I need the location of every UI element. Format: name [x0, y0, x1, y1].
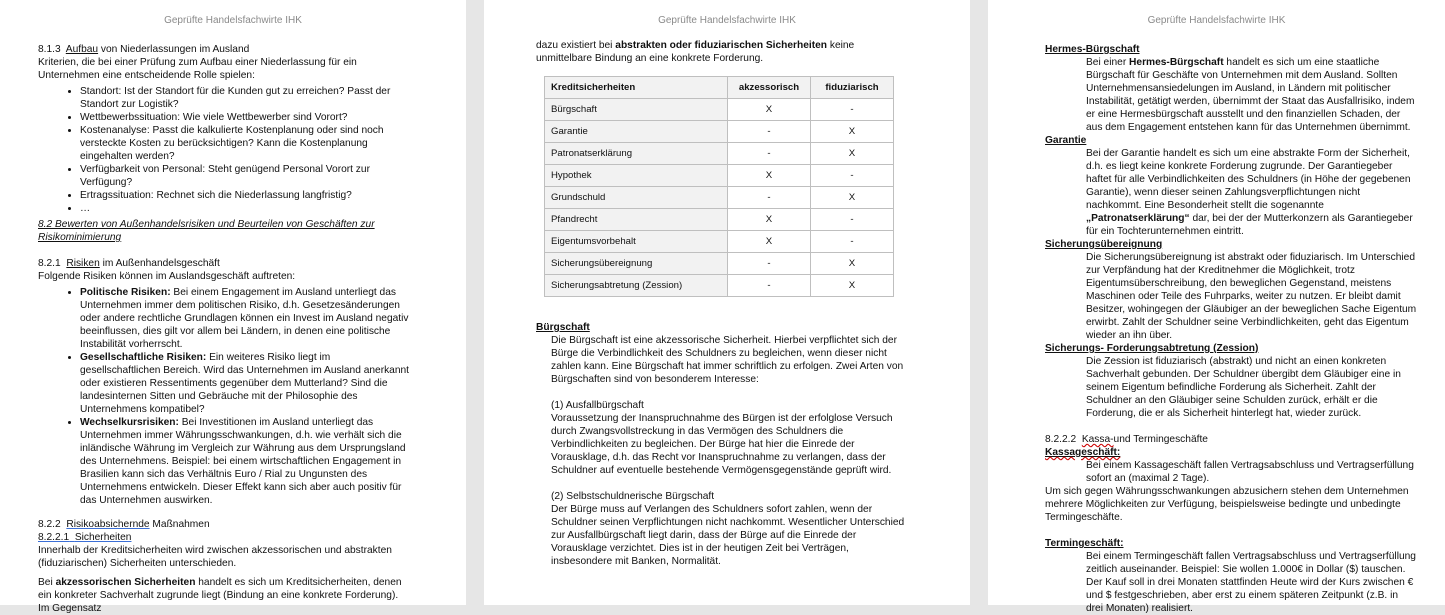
paragraph: Die Sicherungsübereignung ist abstrakt oder fiduziarisch. Im Unterschied zur Verpfändung hat der Kreditnehmer die Möglichkeit, trotz Eigentumsüberschreibung, den beweglichen Gegenstand, meistens Maschinen oder Teile des Fuhrparks, weiter zu nutzen. Er bleibt damit Besitzer, wohingegen der Gläubiger an der beweglichen Sache Eigentum erwirbt. Zahlt der Schuldner seine Verbindlichkeiten, geht das Eigentum wieder an ihn über. [1086, 252, 1417, 341]
cell: Sicherungsübereignung [545, 253, 728, 275]
list-item: • Ertragssituation: Rechnet sich die Niederlassung langfristig? [80, 189, 412, 202]
cell: - [728, 143, 811, 165]
paragraph: Folgende Risiken können im Auslandsgeschäft auftreten: [38, 271, 296, 282]
column-header: Kreditsicherheiten [545, 77, 728, 99]
paragraph: Bei akzessorischen Sicherheiten handelt es sich um Kreditsicherheiten, denen ein konkreter Sachverhalt zugrunde liegt (Bindung an eine konkrete Forderung). Im Gegensatz [38, 577, 402, 614]
risk-list [38, 286, 412, 507]
cell: Eigentumsvorbehalt [545, 231, 728, 253]
document-page-1[interactable] [0, 0, 466, 614]
cell: X [811, 187, 894, 209]
subsection-title: (1) Ausfallbürgschaft [551, 400, 644, 411]
cell: - [811, 209, 894, 231]
section-title-buergschaft: Bürgschaft [536, 322, 590, 333]
page-header: Geprüfte Handelsfachwirte IHK [164, 15, 302, 26]
table-row [545, 187, 894, 209]
paragraph: Die Zession ist fiduziarisch (abstrakt) und nicht an einen konkreten Sachverhalt gebunden. Der Schuldner übergibt dem Gläubiger eine in seinem Eigentum befindliche Forderung als Sicherheit. Zahlt der Schuldner an den Gläubiger seine Schulden zurück, erhält er die Forderung, die er als Sicherheit hinterlegt hat, wieder zurück. [1086, 356, 1401, 419]
table-row [545, 253, 894, 275]
cell: X [728, 99, 811, 121]
cell: - [811, 165, 894, 187]
paragraph: Bei einem Kassageschäft fallen Vertragsabschluss und Vertragserfüllung sofort an (maximal 2 Tage). [1086, 460, 1414, 484]
heading-8-2-1: 8.2.1 Risiken im Außenhandelsgeschäft [38, 258, 220, 269]
securities-table [544, 76, 894, 297]
cell: Hypothek [545, 165, 728, 187]
list-item: • … [80, 202, 412, 215]
section-title-sicherungsuebereignung: Sicherungsübereignung [1045, 239, 1163, 250]
table-row [545, 143, 894, 165]
table-row [545, 209, 894, 231]
cell: Patronatserklärung [545, 143, 728, 165]
cell: Garantie [545, 121, 728, 143]
list-item: • Wettbewerbssituation: Wie viele Wettbewerber sind Vorort? [80, 111, 412, 124]
paragraph: dazu existiert bei abstrakten oder fiduziarischen Sicherheiten keine unmittelbare Bindung an eine konkrete Forderung. [536, 40, 855, 64]
page-header: Geprüfte Handelsfachwirte IHK [1147, 15, 1286, 26]
list-item: • Gesellschaftliche Risiken: Ein weiteres Risiko liegt im gesellschaftlichen Bereich. Wird das Unternehmen im Ausland anerkannt oder existieren Ressentiments gegenüber dem Mutterland? Sind die landesinternen Sitten und Gebräuche mit der Philosophie des Unternehmens kompatibel? [80, 351, 412, 416]
cell: Sicherungsabtretung (Zession) [545, 275, 728, 297]
paragraph: Der Bürge muss auf Verlangen des Schuldners sofort zahlen, wenn der Schuldner seinen Verpflichtungen nicht nachkommt. Wesentlicher Unterschied zur Ausfallbürgschaft liegt darin, dass der Bürge auf die Einrede der Vorausklage verzichtet. Dies ist in der heutigen Zeit bei Verträgen, insbesondere mit Banken, Normalität. [551, 504, 905, 567]
heading-8-2-2-2: 8.2.2.2 Kassa-und Termingeschäfte [1045, 434, 1208, 445]
heading-8-1-3: 8.1.3 Aufbau von Niederlassungen im Ausland [38, 44, 250, 55]
section-title-zession: Sicherungs- Forderungsabtretung (Zession) [1045, 343, 1259, 354]
document-page-3[interactable] [988, 0, 1445, 614]
page-header: Geprüfte Handelsfachwirte IHK [658, 15, 796, 26]
criteria-list [38, 85, 412, 215]
cell: X [811, 143, 894, 165]
list-item: • Politische Risiken: Bei einem Engagement im Ausland unterliegt das Unternehmen immer dem politischen Risiko, d.h. Gesetzesänderungen oder andere rechtliche Grundlagen können ein Invest im Ausland negativ beeinflussen, dies gilt vor allem bei Ländern, in denen eine politische Instabilität vorherrscht. [80, 286, 412, 351]
table-row [545, 121, 894, 143]
cell: Bürgschaft [545, 99, 728, 121]
table-header-row [545, 77, 894, 99]
cell: Pfandrecht [545, 209, 728, 231]
heading-8-2-2-1: 8.2.2.1 Sicherheiten [38, 532, 132, 543]
document-page-2[interactable] [484, 0, 970, 605]
cell: - [728, 275, 811, 297]
paragraph: Die Bürgschaft ist eine akzessorische Sicherheit. Hierbei verpflichtet sich der Bürge die Verbindlichkeit des Schuldners zu begleichen, wenn dieser nicht zahlen kann. Eine Bürgschaft hat immer schriftlich zu erfolgen. Zwei Arten von Bürgschaften sind von besonderem Interesse: [551, 335, 904, 385]
subsection-title: (2) Selbstschuldnerische Bürgschaft [551, 491, 715, 502]
list-item: • Wechselkursrisiken: Bei Investitionen im Ausland unterliegt das Unternehmen immer Währungsschwankungen, d.h. wie verhält sich die inländische Währung im Vergleich zur Währung aus dem Ursprungsland des Unternehmens. Beispiel: bei einem wirtschaftlichen Engagement in Brasilien kann sich das Verhältnis Euro / Rial zu Ungunsten des Unternehmens entwickeln. Dieser Effekt kann sich aber auch positiv für das Unternehmen auswirken. [80, 416, 412, 507]
cell: Grundschuld [545, 187, 728, 209]
cell: - [728, 121, 811, 143]
cell: X [811, 275, 894, 297]
paragraph: Bei einer Hermes-Bürgschaft handelt es sich um eine staatliche Bürgschaft für Geschäfte von Unternehmen mit dem Ausland. Sollten Unternehmensansiedelungen im Ausland, in Ländern mit politischer Instabilität, getätigt werden, übernimmt der Staat das Ausfallrisiko, indem er eine Hermesbürgschaft ausstellt und den finanziellen Schaden, der aus dem Engagement entstehen kann für das Unternehmen übernimmt. [1086, 57, 1415, 133]
paragraph: Innerhalb der Kreditsicherheiten wird zwischen akzessorischen und abstrakten (fiduziarischen) Sicherheiten unterschieden. [38, 545, 392, 569]
column-header: akzessorisch [728, 77, 811, 99]
list-item: • Verfügbarkeit von Personal: Steht genügend Personal Vorort zur Verfügung? [80, 163, 412, 189]
cell: - [728, 187, 811, 209]
cell: - [811, 99, 894, 121]
cell: X [811, 121, 894, 143]
table-row [545, 99, 894, 121]
table-row [545, 275, 894, 297]
cell: X [728, 165, 811, 187]
paragraph: Voraussetzung der Inanspruchnahme des Bürgen ist der erfolglose Versuch durch Zwangsvollstreckung in das Vermögen des Schuldners die Verbindlichkeiten zu begleichen. Der Bürge hat hier die Einrede der Vorausklage, d.h. das Recht vor Inanspruchnahme zu verlangen, dass der Schuldner auf eventuelle bestehende Vermögensgegenstände geprüft wird. [551, 413, 893, 476]
cell: X [811, 253, 894, 275]
list-item: • Kostenanalyse: Passt die kalkulierte Kostenplanung oder sind noch versteckte Kosten zu berücksichtigen? Kann die Kostenplanung eingehalten werden? [80, 124, 412, 163]
paragraph: Bei der Garantie handelt es sich um eine abstrakte Form der Sicherheit, d.h. es liegt keine konkrete Forderung zugrunde. Der Garantiegeber haftet für alle Verbindlichkeiten des Schuldners (in Höhe der gegebenen Garantie), wenn dieser seinen Zahlungsverpflichtungen nicht nachkommt. Eine Besonderheit stellt die sogenannte „Patronatserklärung“ dar, bei der der Mutterkonzern als Garantiegeber für ein Tochterunternehmen eintritt. [1086, 148, 1413, 237]
section-title-kassa: Kassageschäft: [1045, 447, 1121, 458]
cell: - [728, 253, 811, 275]
table-row [545, 231, 894, 253]
section-title-garantie: Garantie [1045, 135, 1087, 146]
section-title-hermes: Hermes-Bürgschaft [1045, 44, 1140, 55]
paragraph: Kriterien, die bei einer Prüfung zum Aufbau einer Niederlassung für ein Unternehmen eine entscheidende Rolle spielen: [38, 57, 357, 81]
section-title-termin: Termingeschäft: [1045, 538, 1124, 549]
cell: X [728, 231, 811, 253]
heading-8-2-2: 8.2.2 Risikoabsichernde Maßnahmen [38, 519, 210, 530]
cell: X [728, 209, 811, 231]
cell: - [811, 231, 894, 253]
paragraph: Bei einem Termingeschäft fallen Vertragsabschluss und Vertragserfüllung zeitlich auseinander. Beispiel: Sie wollen 1.000€ in Dollar ($) tauschen. Der Kauf soll in drei Monaten stattfinden Heute wird der Kurs zwischen € und $ festgeschrieben, aber erst zu einem späteren Zeitpunkt (z.B. in drei Monaten) realisiert. [1086, 551, 1416, 614]
heading-8-2: 8.2 Bewerten von Außenhandelsrisiken und Beurteilen von Geschäften zur Risikominimierung [38, 219, 375, 243]
paragraph: Um sich gegen Währungsschwankungen abzusichern stehen dem Unternehmen mehrere Möglichkeiten zur Verfügung, beispielsweise bedingte und unbedingte Termingeschäfte. [1045, 486, 1409, 523]
table-row [545, 165, 894, 187]
column-header: fiduziarisch [811, 77, 894, 99]
list-item: • Standort: Ist der Standort für die Kunden gut zu erreichen? Passt der Standort zur Logistik? [80, 85, 412, 111]
